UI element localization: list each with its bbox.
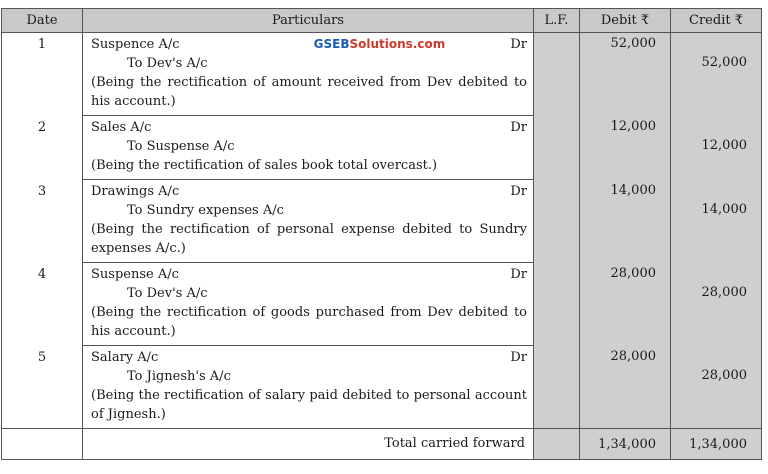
total-lf [534,429,580,460]
debit-account: Drawings A/c [91,184,180,199]
debit-account: Sales A/c [91,120,152,135]
header-credit: Credit ₹ [671,9,762,33]
entry-debit: 28,000 [580,263,671,346]
entry-credit: 52,000 [671,33,762,116]
journal-entry-5 [2,346,762,429]
journal-entry-2 [2,116,762,180]
entry-lf [534,263,580,346]
total-label: Total carried forward [83,429,534,460]
entry-credit: 14,000 [671,180,762,263]
narration: (Being the rectification of goods purchased from Dev debited to his account.) [91,305,527,339]
entry-debit: 14,000 [580,180,671,263]
total-debit: 1,34,000 [580,429,671,460]
journal-entry-3 [2,180,762,263]
entry-date: 3 [2,180,83,263]
journal-table [1,8,762,460]
credit-account: To Suspense A/c [127,139,235,154]
entry-debit: 52,000 [580,33,671,116]
dr-marker: Dr [510,267,527,282]
narration: (Being the rectification of personal expense debited to Sundry expenses A/c.) [91,222,527,256]
dr-marker: Dr [510,184,527,199]
dr-marker: Dr [510,120,527,135]
entry-lf [534,180,580,263]
entry-particulars [83,263,534,346]
entry-debit: 28,000 [580,346,671,429]
entry-particulars [83,116,534,180]
total-date [2,429,83,460]
credit-account: To Sundry expenses A/c [127,203,284,218]
dr-marker: Dr [510,37,527,52]
entry-lf [534,33,580,116]
total-row [2,429,762,460]
journal-entry-4 [2,263,762,346]
narration: (Being the rectification of salary paid debited to personal account of Jignesh.) [91,388,527,422]
credit-account: To Dev's A/c [127,56,208,71]
entry-date: 4 [2,263,83,346]
debit-account: Suspense A/c [91,267,179,282]
header-lf: L.F. [534,9,580,33]
journal-entry-1 [2,33,762,116]
header-row [2,9,762,33]
narration: (Being the rectification of amount received from Dev debited to his account.) [91,75,527,109]
credit-account: To Dev's A/c [127,286,208,301]
watermark: GSEBSolutions.com [313,37,446,51]
debit-account: Salary A/c [91,350,159,365]
entry-lf [534,346,580,429]
dr-marker: Dr [510,350,527,365]
entry-date: 2 [2,116,83,180]
entry-debit: 12,000 [580,116,671,180]
debit-account: Suspence A/c GSEBSolutions.com [91,37,446,52]
entry-credit: 28,000 [671,346,762,429]
credit-account: To Jignesh's A/c [127,369,231,384]
header-date: Date [2,9,83,33]
header-debit: Debit ₹ [580,9,671,33]
entry-particulars [83,180,534,263]
total-credit: 1,34,000 [671,429,762,460]
entry-particulars [83,346,534,429]
entry-date: 5 [2,346,83,429]
entry-particulars [83,33,534,116]
narration: (Being the rectification of sales book total overcast.) [91,158,438,173]
header-particulars: Particulars [83,9,534,33]
entry-credit: 28,000 [671,263,762,346]
entry-credit: 12,000 [671,116,762,180]
entry-date: 1 [2,33,83,116]
entry-lf [534,116,580,180]
